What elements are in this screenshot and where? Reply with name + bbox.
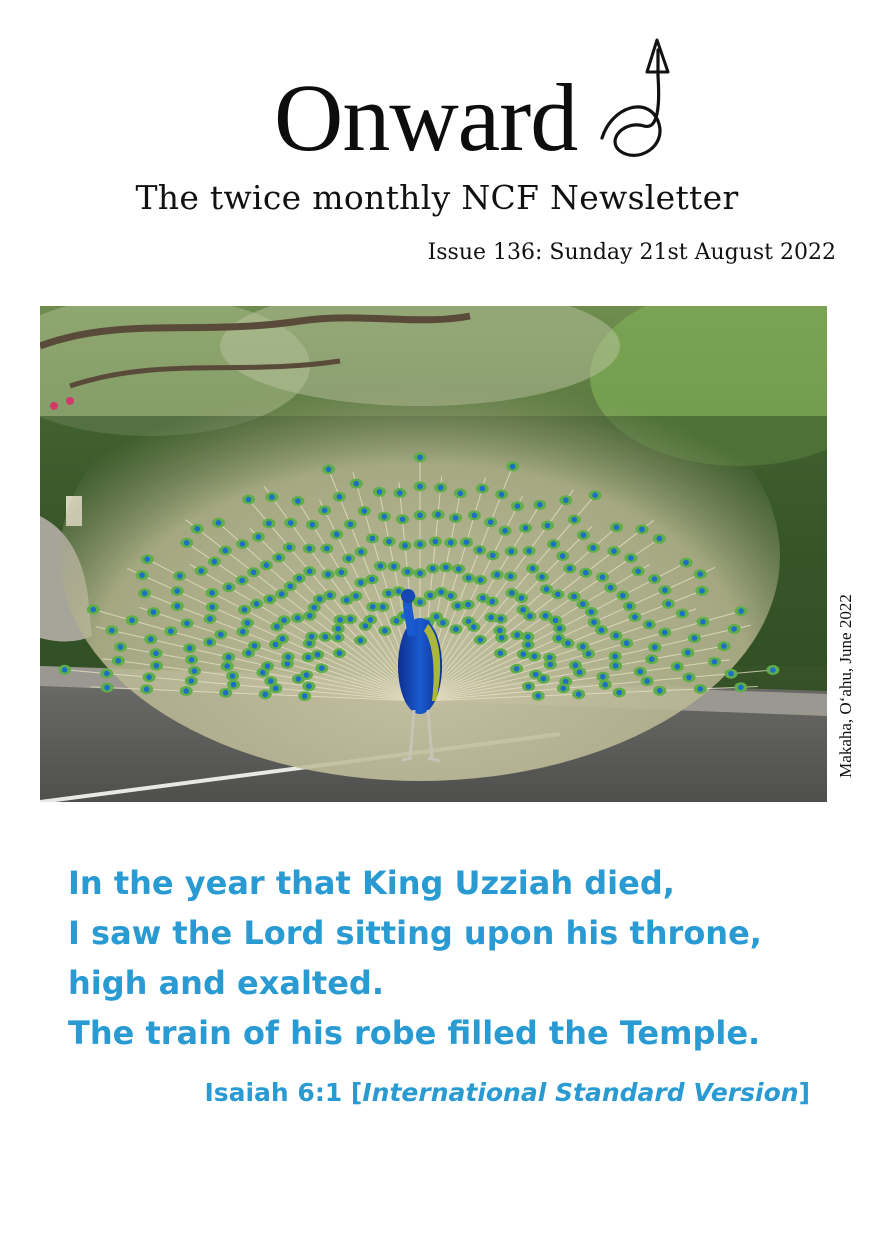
- feather-eye-center: [649, 656, 655, 662]
- feather-eye-center: [207, 639, 213, 645]
- feather-eye-center: [273, 642, 279, 648]
- feather-eye-center: [637, 669, 643, 675]
- feather-eye-center: [448, 593, 454, 599]
- feather-eye-center: [646, 622, 652, 628]
- feather-eye-center: [319, 665, 325, 671]
- feather-eye-center: [662, 587, 668, 593]
- feather-eye-center: [189, 678, 195, 684]
- feather-eye-center: [453, 515, 459, 521]
- masthead: [0, 30, 874, 170]
- feather-eye-center: [440, 620, 446, 626]
- feather-eye-center: [498, 616, 504, 622]
- feather-eye-center: [382, 628, 388, 634]
- feather-eye-center: [337, 494, 343, 500]
- feather-eye-center: [262, 692, 268, 698]
- feather-eye-center: [256, 534, 262, 540]
- feather-eye-center: [488, 519, 494, 525]
- feather-eye-center: [514, 666, 520, 672]
- feather-eye-center: [104, 671, 110, 677]
- feather-eye-center: [514, 632, 520, 638]
- feather-eye-center: [307, 546, 313, 552]
- feather-eye-center: [458, 491, 464, 497]
- feather-eye-center: [362, 508, 368, 514]
- feather-eye-center: [339, 570, 345, 576]
- feather-eye-center: [683, 560, 689, 566]
- feather-eye-center: [675, 664, 681, 670]
- feather-eye-center: [433, 539, 439, 545]
- feather-eye-center: [177, 573, 183, 579]
- feather-eye-center: [576, 691, 582, 697]
- feather-eye-center: [310, 522, 316, 528]
- feather-eye-center: [612, 654, 618, 660]
- feather-eye-center: [490, 553, 496, 559]
- feather-eye-center: [145, 556, 151, 562]
- feather-eye-center: [276, 555, 282, 561]
- verse-line: high and exalted.: [68, 964, 384, 1002]
- feather-eye-center: [198, 568, 204, 574]
- feather-eye-center: [692, 635, 698, 641]
- feather-eye-center: [580, 601, 586, 607]
- verse-line: I saw the Lord sitting upon his throne,: [68, 914, 762, 952]
- feather-eye-center: [335, 626, 341, 632]
- feather-eye-center: [226, 654, 232, 660]
- arrow-swirl-icon: [598, 36, 678, 166]
- feather-eye-center: [288, 520, 294, 526]
- feather-eye-center: [471, 624, 477, 630]
- feather-eye-center: [553, 618, 559, 624]
- feather-eye-center: [498, 650, 504, 656]
- feather-eye-center: [519, 595, 525, 601]
- feather-eye-center: [555, 592, 561, 598]
- feather-eye-center: [230, 673, 236, 679]
- feather-eye-center: [561, 686, 567, 692]
- feather-eye-center: [325, 572, 331, 578]
- feather-eye-center: [90, 607, 96, 613]
- feather-eye-center: [369, 577, 375, 583]
- feather-eye-center: [146, 674, 152, 680]
- feather-eye-center: [586, 651, 592, 657]
- feather-eye-center: [497, 628, 503, 634]
- feather-eye-center: [698, 571, 704, 577]
- feather-eye-center: [326, 467, 332, 473]
- feather-eye-center: [242, 607, 248, 613]
- feather-eye-center: [212, 559, 218, 565]
- verse-line: The train of his robe filled the Temple.: [68, 1014, 761, 1052]
- feather-eye-center: [183, 688, 189, 694]
- feather-eye-center: [109, 628, 115, 634]
- feather-eye-center: [337, 617, 343, 623]
- feather-eye-center: [309, 634, 315, 640]
- feather-eye-center: [738, 608, 744, 614]
- feather-eye-center: [281, 617, 287, 623]
- feather-eye-center: [510, 464, 516, 470]
- feather-eye-center: [266, 521, 272, 527]
- feather-eye-center: [346, 556, 352, 562]
- feather-eye-center: [526, 548, 532, 554]
- feather-eye-center: [480, 486, 486, 492]
- feather-eye-center: [712, 659, 718, 665]
- feather-eye-center: [260, 670, 266, 676]
- feather-eye-center: [334, 532, 340, 538]
- feather-eye-center: [358, 580, 364, 586]
- feather-eye-center: [583, 570, 589, 576]
- feather-eye-center: [527, 613, 533, 619]
- feather-eye-center: [192, 668, 198, 674]
- feather-eye-center: [175, 603, 181, 609]
- feather-eye-center: [571, 594, 577, 600]
- feather-eye-center: [287, 545, 293, 551]
- feather-eye-center: [657, 536, 663, 542]
- feather-eye-center: [509, 590, 515, 596]
- feather-eye-center: [386, 591, 392, 597]
- feather-eye-center: [368, 617, 374, 623]
- feather-eye-center: [353, 593, 359, 599]
- feather-eye-center: [525, 634, 531, 640]
- feather-eye-center: [478, 577, 484, 583]
- feather-eye-center: [608, 585, 614, 591]
- feather-eye-center: [448, 540, 454, 546]
- feather-eye-center: [151, 609, 157, 615]
- feather-eye-center: [567, 566, 573, 572]
- feather-eye-center: [680, 611, 686, 617]
- feather-eye-center: [306, 683, 312, 689]
- newsletter-subtitle: The twice monthly NCF Newsletter: [135, 178, 739, 217]
- feather-eye-center: [254, 601, 260, 607]
- feather-eye-center: [480, 595, 486, 601]
- feather-eye-center: [335, 635, 341, 641]
- feather-eye-center: [613, 633, 619, 639]
- feather-eye-center: [327, 593, 333, 599]
- feather-eye-center: [685, 650, 691, 656]
- feather-eye-center: [295, 615, 301, 621]
- feather-eye-center: [525, 642, 531, 648]
- feather-eye-center: [417, 484, 423, 490]
- feather-eye-center: [240, 541, 246, 547]
- feather-eye-center: [545, 523, 551, 529]
- feather-eye-center: [521, 651, 527, 657]
- feather-eye-center: [302, 693, 308, 699]
- feather-eye-center: [530, 566, 536, 572]
- feather-eye-center: [652, 576, 658, 582]
- feather-eye-center: [184, 621, 190, 627]
- feather-eye-center: [632, 614, 638, 620]
- feather-eye-center: [142, 591, 148, 597]
- feather-eye-center: [273, 686, 279, 692]
- feather-eye-center: [370, 604, 376, 610]
- feather-eye-center: [153, 651, 159, 657]
- feather-eye-center: [251, 570, 257, 576]
- feather-eye-center: [252, 643, 258, 649]
- feather-eye-center: [488, 615, 494, 621]
- feather-eye-center: [698, 686, 704, 692]
- feather-eye-center: [304, 672, 310, 678]
- feather-eye-center: [639, 527, 645, 533]
- feather-eye-center: [614, 525, 620, 531]
- bible-verse: [68, 858, 762, 1058]
- feather-eye-center: [627, 603, 633, 609]
- feather-eye-center: [657, 688, 663, 694]
- feather-eye-center: [324, 546, 330, 552]
- feather-eye-center: [305, 655, 311, 661]
- feather-eye-center: [246, 497, 252, 503]
- feather-eye-center: [195, 526, 201, 532]
- verse-ref-book: Isaiah 6:1: [204, 1078, 343, 1107]
- feather-eye-center: [731, 626, 737, 632]
- feather-eye-center: [541, 676, 547, 682]
- feather-eye-center: [381, 514, 387, 520]
- feather-eye-center: [296, 676, 302, 682]
- feather-eye-center: [532, 654, 538, 660]
- feather-eye-center: [589, 609, 595, 615]
- feather-eye-center: [210, 604, 216, 610]
- feather-eye-center: [577, 669, 583, 675]
- feather-eye-center: [652, 644, 658, 650]
- feather-eye-center: [288, 584, 294, 590]
- feather-eye-center: [520, 607, 526, 613]
- feather-eye-center: [397, 490, 403, 496]
- feather-eye-center: [508, 574, 514, 580]
- feather-eye-center: [666, 601, 672, 607]
- feather-eye-center: [224, 663, 230, 669]
- feather-eye-center: [662, 630, 668, 636]
- feather-eye-center: [268, 678, 274, 684]
- feather-eye-center: [620, 593, 626, 599]
- feather-eye-center: [358, 638, 364, 644]
- feather-eye-center: [391, 564, 397, 570]
- feather-eye-center: [523, 525, 529, 531]
- feather-eye-center: [427, 593, 433, 599]
- feather-eye-center: [573, 663, 579, 669]
- feather-eye-center: [62, 667, 68, 673]
- feather-eye-center: [380, 604, 386, 610]
- feather-eye-center: [509, 549, 515, 555]
- feather-eye-center: [515, 503, 521, 509]
- feather-eye-center: [602, 682, 608, 688]
- feather-eye-center: [502, 528, 508, 534]
- feather-eye-center: [148, 637, 154, 643]
- feather-eye-center: [104, 685, 110, 691]
- feather-eye-center: [417, 513, 423, 519]
- feather-eye-center: [311, 605, 317, 611]
- feather-eye-center: [565, 640, 571, 646]
- feather-eye-center: [348, 616, 354, 622]
- feather-eye-center: [600, 574, 606, 580]
- feather-eye-center: [223, 690, 229, 696]
- feather-eye-center: [168, 628, 174, 634]
- feather-eye-center: [274, 624, 280, 630]
- feather-eye-center: [560, 553, 566, 559]
- feather-eye-center: [118, 644, 124, 650]
- feather-eye-center: [209, 590, 215, 596]
- feather-eye-center: [572, 517, 578, 523]
- feather-eye-center: [265, 663, 271, 669]
- feather-eye-center: [611, 548, 617, 554]
- feather-eye-center: [216, 520, 222, 526]
- feather-eye-center: [279, 591, 285, 597]
- feather-eye-center: [129, 618, 135, 624]
- feather-eye-center: [417, 599, 423, 605]
- feather-eye-center: [499, 635, 505, 641]
- feather-eye-center: [187, 645, 193, 651]
- feather-eye-center: [489, 599, 495, 605]
- feather-eye-center: [443, 565, 449, 571]
- feather-eye-center: [738, 685, 744, 691]
- feather-eye-center: [600, 674, 606, 680]
- feather-eye-center: [590, 545, 596, 551]
- feather-eye-center: [417, 570, 423, 576]
- photo-credit: Makaha, O‘ahu, June 2022: [836, 594, 855, 778]
- issue-date: Issue 136: Sunday 21st August 2022: [427, 240, 836, 265]
- feather-eye-center: [453, 626, 459, 632]
- feather-eye-center: [315, 652, 321, 658]
- feather-eye-center: [544, 586, 550, 592]
- feather-eye-center: [494, 572, 500, 578]
- feather-eye-center: [539, 574, 545, 580]
- feather-eye-center: [477, 547, 483, 553]
- verse-reference: Isaiah 6:1 [International Standard Version]: [204, 1078, 810, 1107]
- feather-eye-center: [644, 678, 650, 684]
- feather-eye-center: [317, 596, 323, 602]
- feather-eye-center: [378, 563, 384, 569]
- feather-eye-center: [218, 632, 224, 638]
- feather-eye-center: [358, 549, 364, 555]
- feather-eye-center: [400, 517, 406, 523]
- feather-eye-center: [563, 497, 569, 503]
- feather-eye-center: [240, 629, 246, 635]
- feather-eye-center: [354, 481, 360, 487]
- feather-eye-center: [386, 539, 392, 545]
- newsletter-title: Onward: [274, 64, 578, 171]
- feather-eye-center: [624, 640, 630, 646]
- feather-eye-center: [245, 620, 251, 626]
- verse-version: International Standard Version: [362, 1078, 799, 1107]
- feather-eye-center: [396, 588, 402, 594]
- feather-eye-center: [264, 562, 270, 568]
- feather-eye-center: [307, 569, 313, 575]
- feather-eye-center: [592, 492, 598, 498]
- feather-eye-center: [231, 682, 237, 688]
- feather-eye-center: [635, 569, 641, 575]
- feather-eye-center: [377, 489, 383, 495]
- feather-eye-center: [434, 614, 440, 620]
- feather-eye-center: [435, 512, 441, 518]
- feather-eye-center: [438, 485, 444, 491]
- feather-eye-center: [721, 643, 727, 649]
- peacock-photo: [40, 306, 827, 802]
- feather-eye-center: [548, 662, 554, 668]
- feather-eye-center: [154, 663, 160, 669]
- feather-eye-center: [402, 543, 408, 549]
- feather-eye-center: [556, 635, 562, 641]
- feather-eye-center: [477, 637, 483, 643]
- feather-eye-center: [144, 687, 150, 693]
- feather-eye-center: [285, 654, 291, 660]
- feather-eye-center: [526, 684, 532, 690]
- feather-eye-center: [344, 597, 350, 603]
- feather-eye-center: [296, 576, 302, 582]
- feather-eye-center: [472, 513, 478, 519]
- feather-eye-center: [207, 616, 213, 622]
- feather-eye-center: [322, 508, 328, 514]
- feather-eye-center: [581, 532, 587, 538]
- feather-eye-center: [307, 613, 313, 619]
- feather-eye-center: [700, 619, 706, 625]
- feather-eye-center: [551, 541, 557, 547]
- feather-eye-center: [770, 667, 776, 673]
- feather-eye-center: [239, 578, 245, 584]
- feather-eye-center: [323, 634, 329, 640]
- feather-eye-center: [464, 539, 470, 545]
- feather-eye-center: [269, 494, 275, 500]
- feather-eye-center: [370, 536, 376, 542]
- feather-eye-center: [246, 650, 252, 656]
- feather-eye-center: [686, 675, 692, 681]
- feather-eye-center: [116, 658, 122, 664]
- feather-eye-center: [267, 596, 273, 602]
- feather-eye-center: [226, 585, 232, 591]
- feather-eye-center: [613, 663, 619, 669]
- feather-eye-center: [557, 626, 563, 632]
- feather-eye-center: [537, 502, 543, 508]
- feather-eye-center: [699, 588, 705, 594]
- feather-eye-center: [139, 572, 145, 578]
- feather-eye-center: [591, 619, 597, 625]
- feather-eye-center: [438, 589, 444, 595]
- feather-eye-center: [405, 569, 411, 575]
- feather-eye-center: [223, 548, 229, 554]
- feather-eye-center: [628, 555, 634, 561]
- verse-line: In the year that King Uzziah died,: [68, 864, 675, 902]
- feather-eye-center: [417, 541, 423, 547]
- feather-eye-center: [535, 693, 541, 699]
- feather-eye-center: [616, 690, 622, 696]
- feather-eye-center: [465, 602, 471, 608]
- feather-eye-center: [728, 671, 734, 677]
- feather-eye-center: [430, 566, 436, 572]
- feather-eye-center: [348, 522, 354, 528]
- feather-eye-center: [337, 650, 343, 656]
- feather-eye-center: [184, 540, 190, 546]
- feather-eye-center: [543, 613, 549, 619]
- feather-eye-center: [599, 627, 605, 633]
- feather-eye-center: [295, 498, 301, 504]
- feather-eye-center: [456, 566, 462, 572]
- feather-eye-center: [466, 575, 472, 581]
- feather-eye-center: [499, 492, 505, 498]
- feather-eye-center: [580, 644, 586, 650]
- feather-eye-center: [417, 455, 423, 461]
- feather-eye-center: [174, 588, 180, 594]
- feather-eye-center: [455, 603, 461, 609]
- feather-eye-center: [280, 636, 286, 642]
- feather-eye-center: [189, 657, 195, 663]
